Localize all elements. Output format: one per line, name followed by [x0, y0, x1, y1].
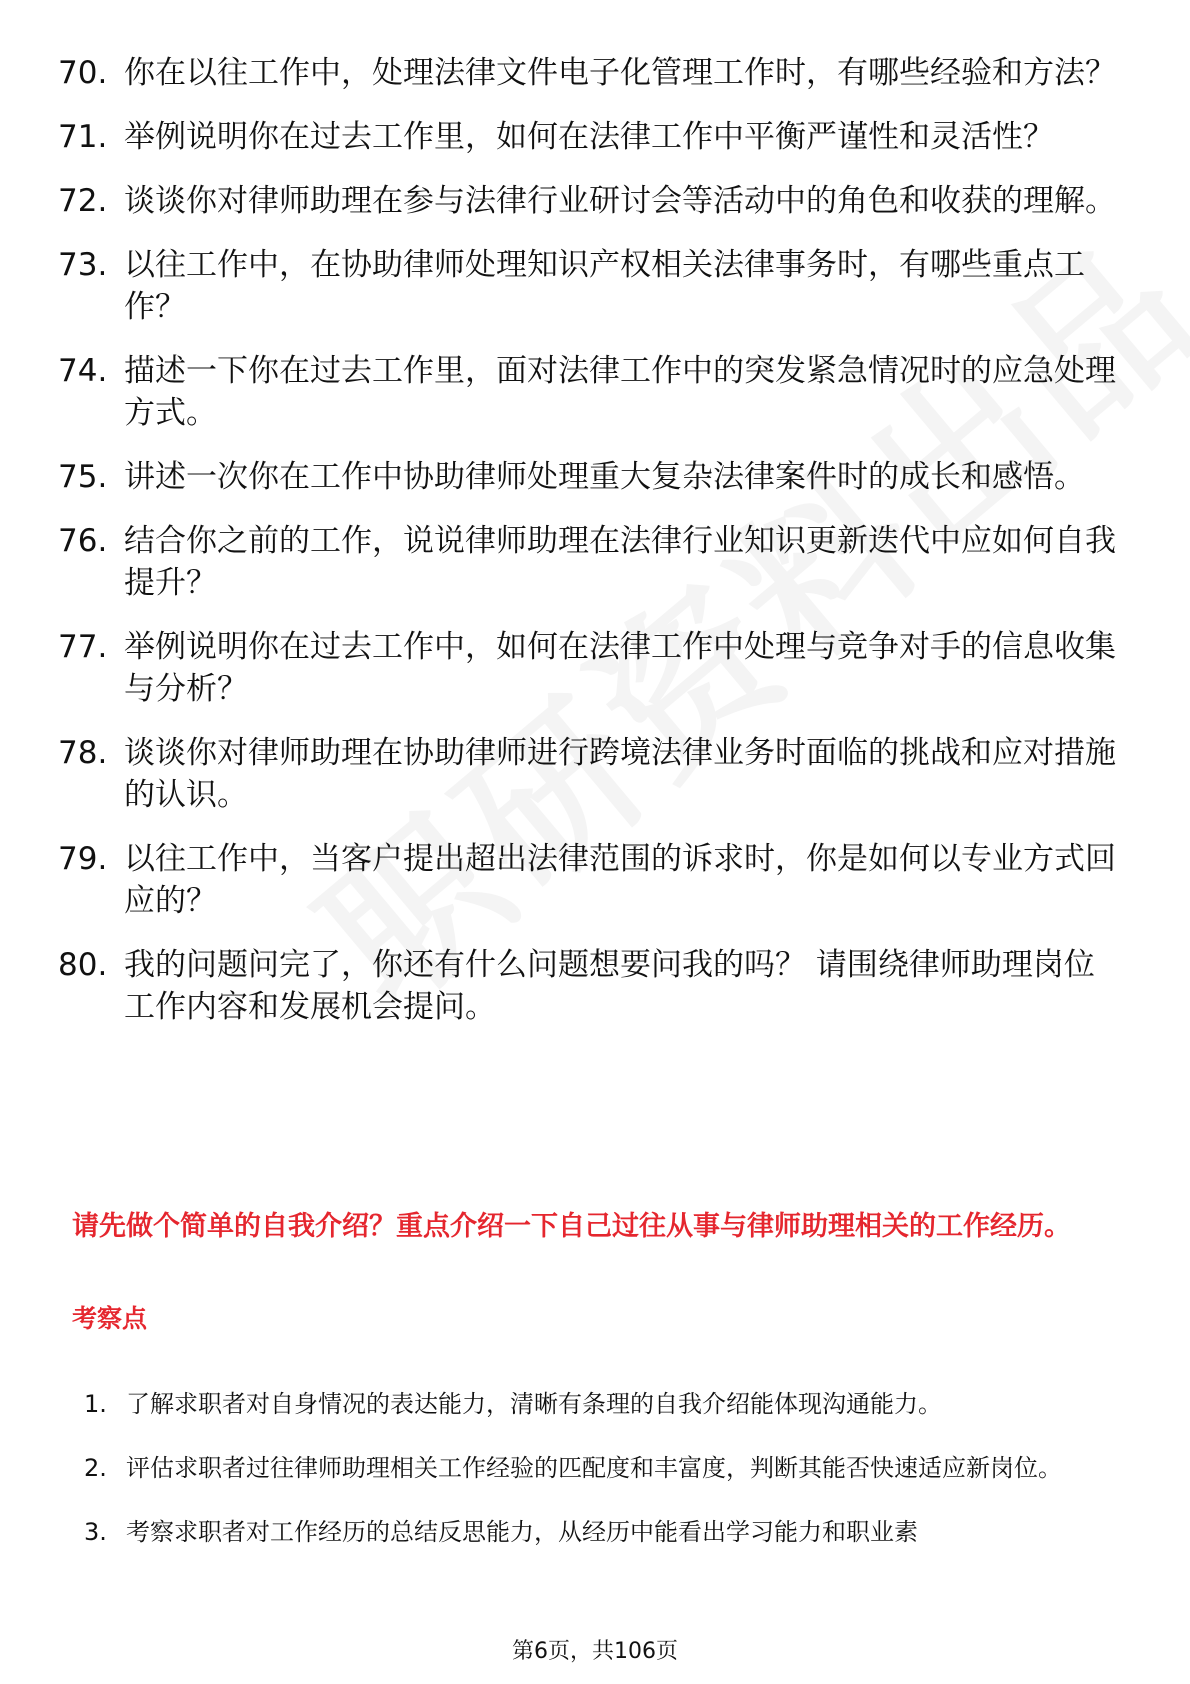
list-item	[58, 350, 1118, 434]
point-text: 了解求职者对自身情况的表达能力，清晰有条理的自我介绍能体现沟通能力。	[126, 1390, 942, 1418]
question-number: 74.	[58, 353, 108, 389]
question-number: 71.	[58, 119, 108, 155]
point-number: 1.	[84, 1390, 107, 1418]
point-number: 3.	[84, 1518, 107, 1546]
question-number: 76.	[58, 523, 108, 559]
list-item	[58, 244, 1118, 328]
list-item	[58, 838, 1118, 922]
question-text: 我的问题问完了，你还有什么问题想要问我的吗？ 请围绕律师助理岗位工作内容和发展机会提问。	[124, 947, 1095, 1025]
list-item	[58, 116, 1118, 158]
question-text: 谈谈你对律师助理在协助律师进行跨境法律业务时面临的挑战和应对措施的认识。	[124, 735, 1116, 813]
list-item	[58, 732, 1118, 816]
question-text: 讲述一次你在工作中协助律师处理重大复杂法律案件时的成长和感悟。	[124, 459, 1085, 495]
point-number: 2.	[84, 1454, 107, 1482]
point-text: 考察求职者对工作经历的总结反思能力，从经历中能看出学习能力和职业素	[126, 1518, 918, 1546]
section-title: 考察点	[72, 1304, 148, 1333]
question-number: 72.	[58, 183, 108, 219]
point-text: 评估求职者过往律师助理相关工作经验的匹配度和丰富度，判断其能否快速适应新岗位。	[126, 1454, 1062, 1482]
question-text: 以往工作中，当客户提出超出法律范围的诉求时，你是如何以专业方式回应的？	[124, 841, 1116, 919]
list-item	[58, 180, 1118, 222]
question-text: 你在以往工作中，处理法律文件电子化管理工作时，有哪些经验和方法？	[124, 55, 1116, 91]
question-number: 80.	[58, 947, 108, 983]
question-number: 75.	[58, 459, 108, 495]
assessment-points	[84, 1376, 1114, 1568]
list-item	[84, 1504, 1114, 1560]
list-item	[58, 52, 1118, 94]
list-item	[84, 1376, 1114, 1432]
question-text: 举例说明你在过去工作中，如何在法律工作中处理与竞争对手的信息收集与分析？	[124, 629, 1116, 707]
list-item	[58, 456, 1118, 498]
list-item	[84, 1440, 1114, 1496]
list-item	[58, 626, 1118, 710]
question-text: 以往工作中，在协助律师处理知识产权相关法律事务时，有哪些重点工作？	[124, 247, 1085, 325]
list-item	[58, 520, 1118, 604]
question-number: 79.	[58, 841, 108, 877]
page-footer: 第6页，共106页	[512, 1639, 678, 1664]
question-number: 73.	[58, 247, 108, 283]
question-text: 谈谈你对律师助理在参与法律行业研讨会等活动中的角色和收获的理解。	[124, 183, 1116, 219]
question-heading: 请先做个简单的自我介绍？重点介绍一下自己过往从事与律师助理相关的工作经历。	[72, 1211, 1071, 1242]
question-text: 举例说明你在过去工作里，如何在法律工作中平衡严谨性和灵活性？	[124, 119, 1054, 155]
question-number: 77.	[58, 629, 108, 665]
question-text: 描述一下你在过去工作里，面对法律工作中的突发紧急情况时的应急处理方式。	[124, 353, 1116, 431]
question-number: 78.	[58, 735, 108, 771]
question-text: 结合你之前的工作，说说律师助理在法律行业知识更新迭代中应如何自我提升？	[124, 523, 1116, 601]
question-number: 70.	[58, 55, 108, 91]
list-item	[58, 944, 1118, 1028]
question-list	[58, 52, 1118, 1050]
